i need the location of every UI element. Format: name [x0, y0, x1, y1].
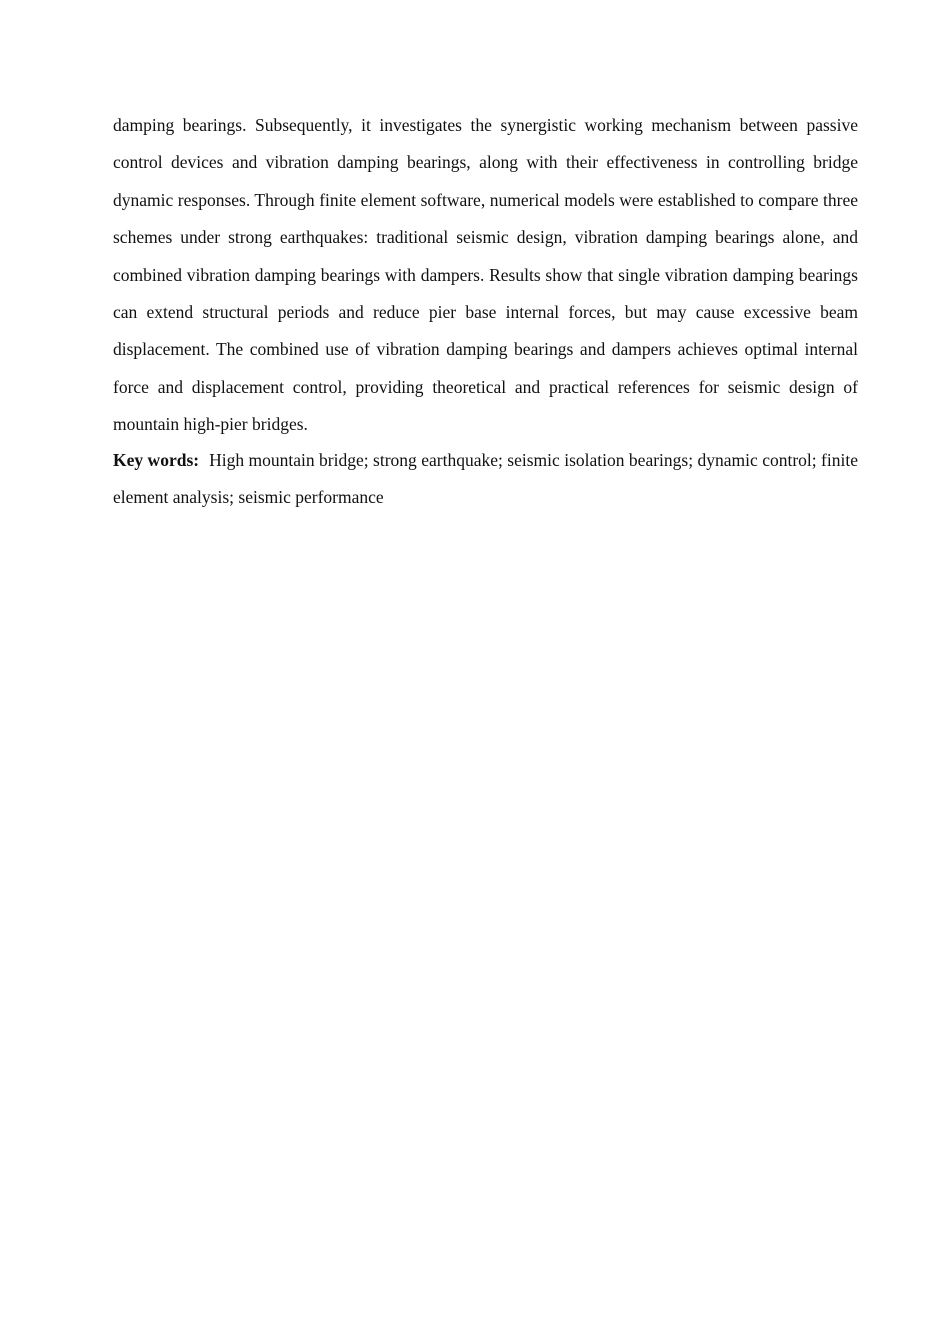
document-page — [113, 107, 858, 516]
abstract-paragraph: damping bearings. Subsequently, it investigates the synergistic working mechanism between passive control devices and vibration damping bearings, along with their effectiveness in controlling bridge dynamic responses. Through finite element software, numerical models were established to compare three schemes under strong earthquakes: traditional seismic design, vibration damping bearings alone, and combined vibration damping bearings with dampers. Results show that single vibration damping bearings can extend structural periods and reduce pier base internal forces, but may cause excessive beam displacement. The combined use of vibration damping bearings and dampers achieves optimal internal force and displacement control, providing theoretical and practical references for seismic design of mountain high-pier bridges. — [113, 115, 858, 435]
keywords-paragraph — [113, 442, 858, 517]
keywords-text: High mountain bridge; strong earthquake; seismic isolation bearings; dynamic control; finite element analysis; seismic performance — [113, 449, 858, 508]
keywords-label: Key words: — [113, 449, 200, 470]
